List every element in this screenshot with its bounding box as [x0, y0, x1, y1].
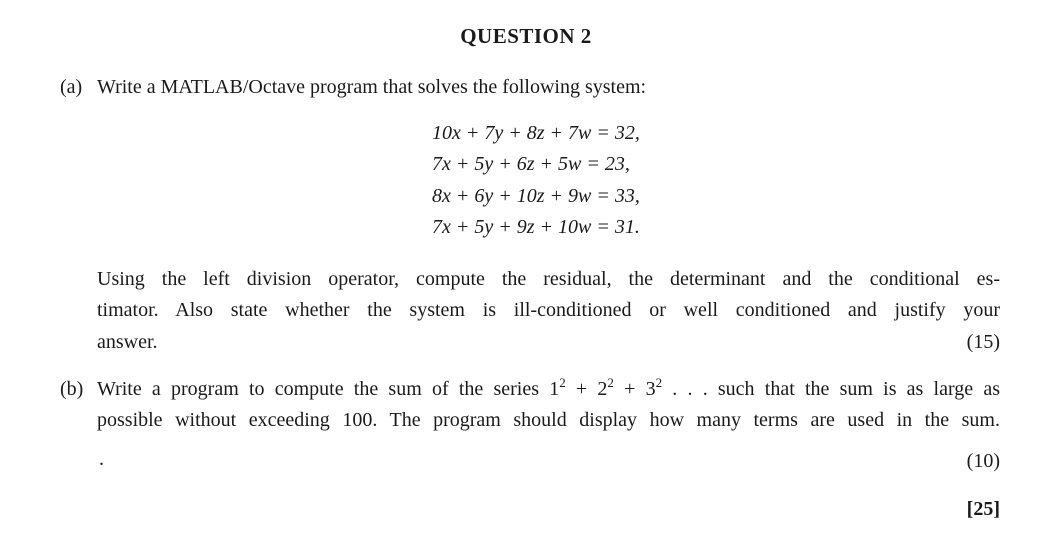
- part-b-text-line-1: [97, 375, 1001, 401]
- part-b-line1-before: Write a program to compute the sum of the series 1: [97, 378, 560, 400]
- part-a-intro: Write a MATLAB/Octave program that solves the following system:: [97, 76, 647, 98]
- part-b-sup-1: 2: [559, 375, 566, 390]
- part-b-sup-3: 2: [655, 375, 663, 390]
- part-a-label: (a): [60, 76, 83, 98]
- part-a-text-line-3: answer.: [97, 331, 158, 353]
- part-b-text-line-2: possible without exceeding 100. The program should display how many terms are used in the sum.: [97, 409, 1000, 431]
- equation-3: 8x + 6y + 10z + 9w = 33,: [432, 185, 640, 207]
- part-b-plus-1: + 2: [565, 378, 608, 400]
- equation-1: 10x + 7y + 8z + 7w = 32,: [432, 122, 640, 144]
- part-b-plus-2: + 3: [613, 378, 656, 400]
- part-a-text-line-1: Using the left division operator, compute the residual, the determinant and the conditional es-: [97, 268, 1000, 290]
- part-a-text-line-2: timator. Also state whether the system is ill-conditioned or well conditioned and justify your: [97, 299, 1000, 321]
- total-marks: [25]: [966, 498, 1000, 520]
- part-b-marks: (10): [966, 450, 1000, 472]
- part-b-label: (b): [60, 378, 84, 400]
- part-a-marks: (15): [966, 331, 1000, 353]
- equation-2: 7x + 5y + 6z + 5w = 23,: [432, 153, 630, 175]
- part-b-line1-after: . . . such that the sum is as large as: [662, 378, 1001, 400]
- part-b-dot: .: [99, 448, 104, 470]
- equation-4: 7x + 5y + 9z + 10w = 31.: [432, 216, 640, 238]
- question-title: QUESTION 2: [460, 24, 592, 48]
- part-b-sup-2: 2: [607, 375, 614, 390]
